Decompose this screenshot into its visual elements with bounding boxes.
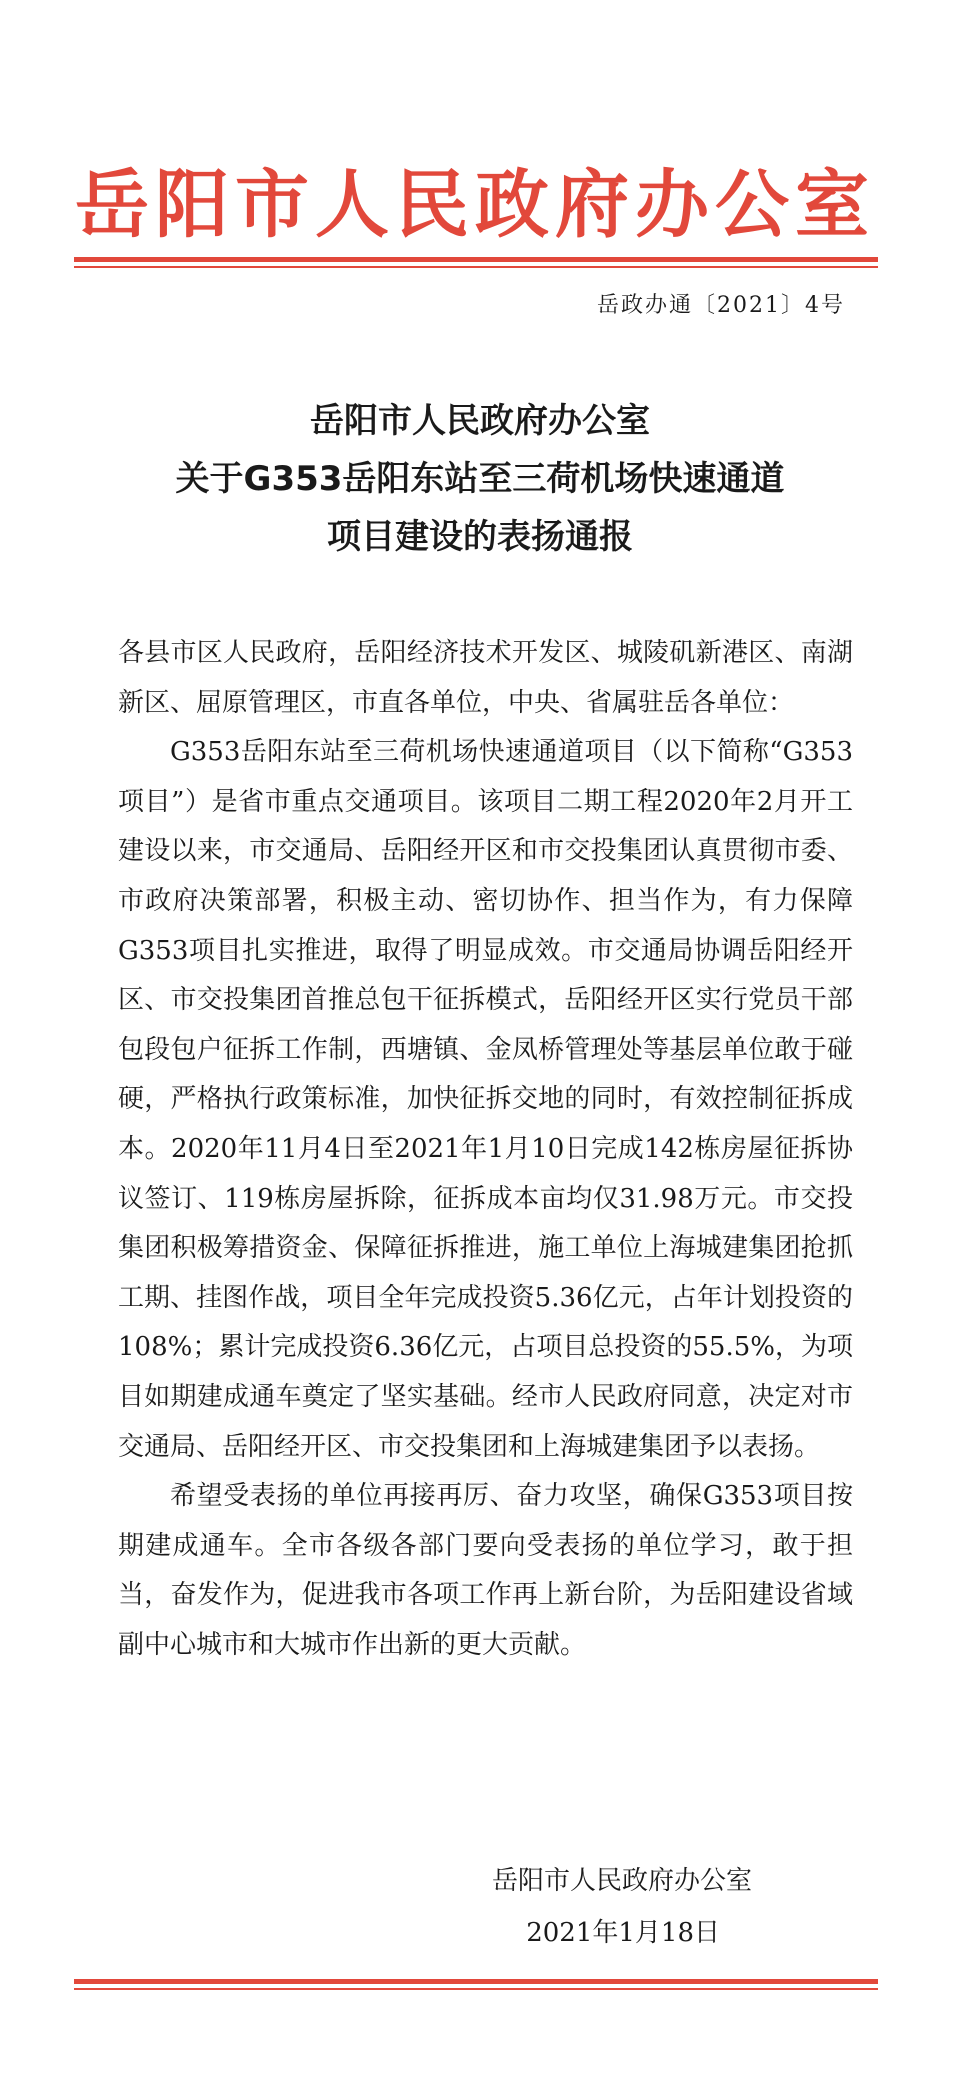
document-number: 岳政办通〔2021〕4号: [597, 293, 845, 318]
footer-red-line-thick: [74, 1979, 878, 1984]
title-line-2: 关于G353岳阳东站至三荷机场快速通道: [175, 459, 785, 499]
footer-red-line-thin: [74, 1988, 878, 1990]
masthead-red-line-thick: [74, 257, 878, 262]
document-body: [118, 629, 853, 1670]
body-paragraph-1: G353岳阳东站至三荷机场快速通道项目（以下简称“G353项目”）是省市重点交通项目。该项目二期工程2020年2月开工建设以来，市交通局、岳阳经开区和市交投集团认真贯彻市委、市政府决策部署，积极主动、密切协作、担当作为，有力保障G353项目扎实推进，取得了明显成效。市交通局协调岳阳经开区、市交投集团首推总包干征拆模式，岳阳经开区实行党员干部包段包户征拆工作制，西塘镇、金凤桥管理处等基层单位敢于碰硬，严格执行政策标准，加快征拆交地的同时，有效控制征拆成本。2020年11月4日至2021年1月10日完成142栋房屋征拆协议签订、119栋房屋拆除，征拆成本亩均仅31.98万元。市交投集团积极筹措资金、保障征拆推进，施工单位上海城建集团抢抓工期、挂图作战，项目全年完成投资5.36亿元，占年计划投资的108%；累计完成投资6.36亿元，占项目总投资的55.5%，为项目如期建成通车奠定了坚实基础。经市人民政府同意，决定对市交通局、岳阳经开区、市交投集团和上海城建集团予以表扬。: [118, 737, 853, 1462]
masthead-red-line-thin: [74, 266, 878, 268]
title-line-1: 岳阳市人民政府办公室: [310, 401, 650, 441]
signature-date: 2021年1月18日: [526, 1918, 720, 1948]
salutation: 各县市区人民政府，岳阳经济技术开发区、城陵矶新港区、南湖新区、屈原管理区，市直各单位，中央、省属驻岳各单位：: [118, 638, 853, 718]
body-paragraph-2: 希望受表扬的单位再接再厉、奋力攻坚，确保G353项目按期建成通车。全市各级各部门要向受表扬的单位学习，敢于担当，奋发作为，促进我市各项工作再上新台阶，为岳阳建设省域副中心城市和大城市作出新的更大贡献。: [118, 1481, 853, 1660]
title-line-3: 项目建设的表扬通报: [327, 517, 633, 557]
signature-issuer: 岳阳市人民政府办公室: [491, 1866, 752, 1896]
document-title: [80, 392, 880, 566]
masthead-issuer: 岳阳市人民政府办公室: [75, 162, 875, 248]
